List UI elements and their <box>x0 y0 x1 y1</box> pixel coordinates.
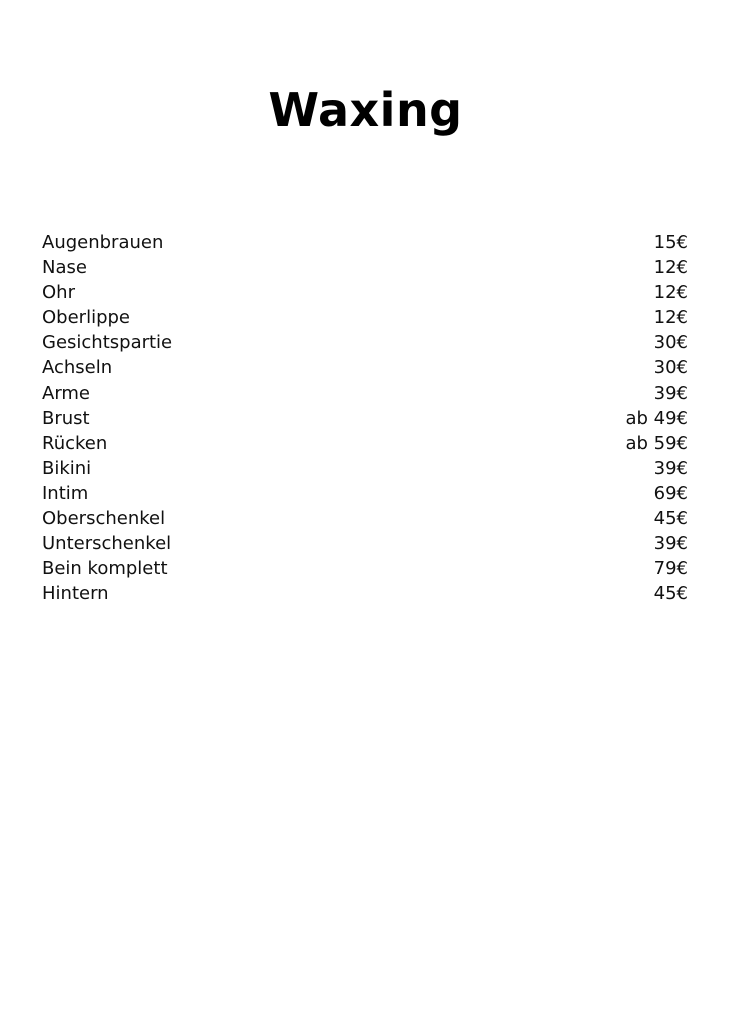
price-row-unterschenkel <box>42 531 688 556</box>
service-price: 12€ <box>653 257 688 279</box>
service-name: Gesichtspartie <box>42 332 173 354</box>
service-name: Nase <box>42 257 87 279</box>
service-price: ab 59€ <box>625 432 688 454</box>
service-price: 30€ <box>653 357 688 379</box>
service-name: Intim <box>42 482 89 504</box>
service-name: Bein komplett <box>42 558 168 580</box>
page-title: Waxing <box>268 83 463 137</box>
service-price: 12€ <box>653 282 688 304</box>
price-row-intim <box>42 481 688 506</box>
service-name: Unterschenkel <box>42 533 172 555</box>
price-row-augenbrauen <box>42 230 688 255</box>
service-name: Hintern <box>42 583 109 605</box>
service-name: Arme <box>42 382 91 404</box>
service-price: 39€ <box>653 382 688 404</box>
service-name: Brust <box>42 407 90 429</box>
price-row-oberschenkel <box>42 506 688 531</box>
price-row-bein-komplett <box>42 556 688 581</box>
price-row-ruecken <box>42 431 688 456</box>
service-price: 39€ <box>653 533 688 555</box>
service-name: Achseln <box>42 357 113 379</box>
price-row-oberlippe <box>42 305 688 330</box>
service-name: Rücken <box>42 432 108 454</box>
price-row-arme <box>42 381 688 406</box>
price-list <box>42 230 688 606</box>
service-name: Augenbrauen <box>42 232 164 253</box>
service-price: 15€ <box>653 232 688 253</box>
price-row-nase <box>42 255 688 280</box>
price-row-brust <box>42 406 688 431</box>
service-name: Bikini <box>42 457 92 479</box>
service-name: Oberschenkel <box>42 508 166 530</box>
price-row-gesichtspartie <box>42 330 688 355</box>
service-price: 45€ <box>653 508 688 530</box>
service-price: 79€ <box>653 558 688 580</box>
price-row-ohr <box>42 280 688 305</box>
service-price: 45€ <box>653 583 688 605</box>
service-price: 12€ <box>653 307 688 329</box>
price-row-bikini <box>42 456 688 481</box>
service-name: Ohr <box>42 282 75 304</box>
price-row-hintern <box>42 581 688 606</box>
service-price: 39€ <box>653 457 688 479</box>
service-price: ab 49€ <box>625 407 688 429</box>
service-price: 30€ <box>653 332 688 354</box>
price-row-achseln <box>42 355 688 380</box>
service-name: Oberlippe <box>42 307 130 329</box>
service-price: 69€ <box>653 482 688 504</box>
